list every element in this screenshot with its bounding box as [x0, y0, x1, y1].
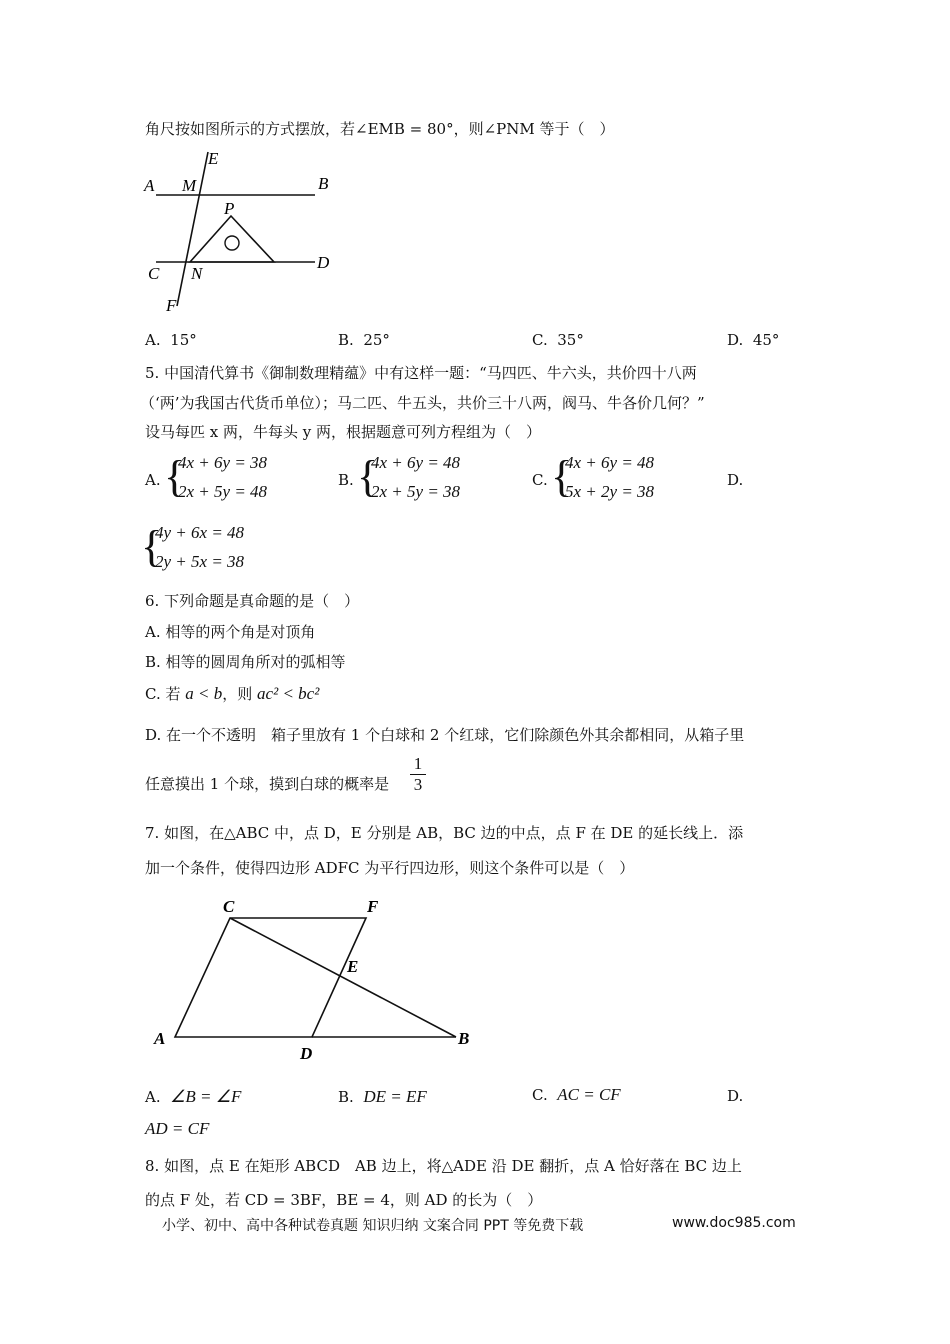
q7-line1: 7. 如图，在△ABC 中，点 D，E 分别是 AB，BC 边的中点，点 F 在 DE 的延长线上．添 — [145, 824, 744, 842]
q7-figure — [148, 892, 488, 1072]
label-B: B — [318, 174, 329, 193]
label-P: P — [224, 199, 235, 218]
q7-option-b: B. DE = EF — [338, 1087, 427, 1106]
label-A: A — [144, 176, 155, 195]
label-B: B — [458, 1029, 470, 1048]
label-D: D — [317, 253, 330, 272]
label-E: E — [208, 149, 219, 168]
footer-text: 小学、初中、高中各种试卷真题 知识归纳 文案合同 PPT 等免费下载 — [162, 1218, 584, 1234]
brace: { — [141, 522, 163, 571]
q4-stem: 角尺按如图所示的方式摆放，若∠EMB = 80°，则∠PNM 等于（ ） — [145, 120, 615, 138]
label-A: A — [154, 1029, 166, 1048]
label-F: F — [166, 296, 177, 315]
footer-url[interactable]: www.doc985.com — [672, 1215, 796, 1231]
q7-option-d-text: AD = CF — [145, 1119, 210, 1138]
label-N: N — [191, 264, 203, 283]
label-F: F — [367, 897, 379, 916]
label-M: M — [182, 176, 197, 195]
label-C: C — [148, 264, 160, 283]
label-D: D — [300, 1044, 313, 1063]
q4-figure — [140, 148, 360, 318]
brace: { — [551, 452, 573, 501]
q5-line2: （‘两’为我国古代货币单位）；马二匹、牛五头，共价三十八两，阀马、牛各价几何？” — [140, 394, 705, 412]
q7-option-d-label: D. — [727, 1087, 744, 1105]
q6-option-b: B. 相等的圆周角所对的弧相等 — [145, 653, 346, 671]
q6-fraction: 1 3 — [410, 755, 426, 794]
q6-stem: 6. 下列命题是真命题的是（ ） — [145, 592, 360, 610]
q4-option-b: B. 25° — [338, 331, 390, 349]
label-E: E — [347, 957, 359, 976]
brace: { — [164, 452, 186, 501]
q7-option-c: C. AC = CF — [532, 1085, 621, 1104]
q6-option-c: C. 若 a < b，则 ac² < bc² — [145, 684, 320, 703]
q7-line2: 加一个条件，使得四边形 ADFC 为平行四边形，则这个条件可以是（ ） — [145, 859, 635, 877]
q4-option-a: A. 15° — [145, 331, 197, 349]
q6-option-a: A. 相等的两个角是对顶角 — [145, 623, 316, 641]
q5-line3: 设马每匹 x 两，牛每头 y 两，根据题意可列方程组为（ ） — [145, 423, 542, 441]
q4-option-c: C. 35° — [532, 331, 584, 349]
q7-option-a: A. ∠B = ∠F — [145, 1087, 242, 1106]
label-C: C — [223, 897, 235, 916]
q5-line1: 5. 中国清代算书《御制数理精蕴》中有这样一题：“马四匹、牛六头，共价四十八两 — [145, 364, 697, 382]
q6-option-d-line1: D. 在一个不透明 箱子里放有 1 个白球和 2 个红球，它们除颜色外其余都相同，从箱子里 — [145, 726, 745, 744]
q4-option-d: D. 45° — [727, 331, 780, 349]
q8-line1: 8. 如图，点 E 在矩形 ABCD AB 边上，将△ADE 沿 DE 翻折，点 A 恰好落在 BC 边上 — [145, 1157, 742, 1175]
q6-option-d-line2: 任意摸出 1 个球，摸到白球的概率是 — [145, 775, 390, 793]
q8-line2: 的点 F 处，若 CD = 3BF，BE = 4，则 AD 的长为（ ） — [145, 1191, 543, 1209]
brace: { — [357, 452, 379, 501]
